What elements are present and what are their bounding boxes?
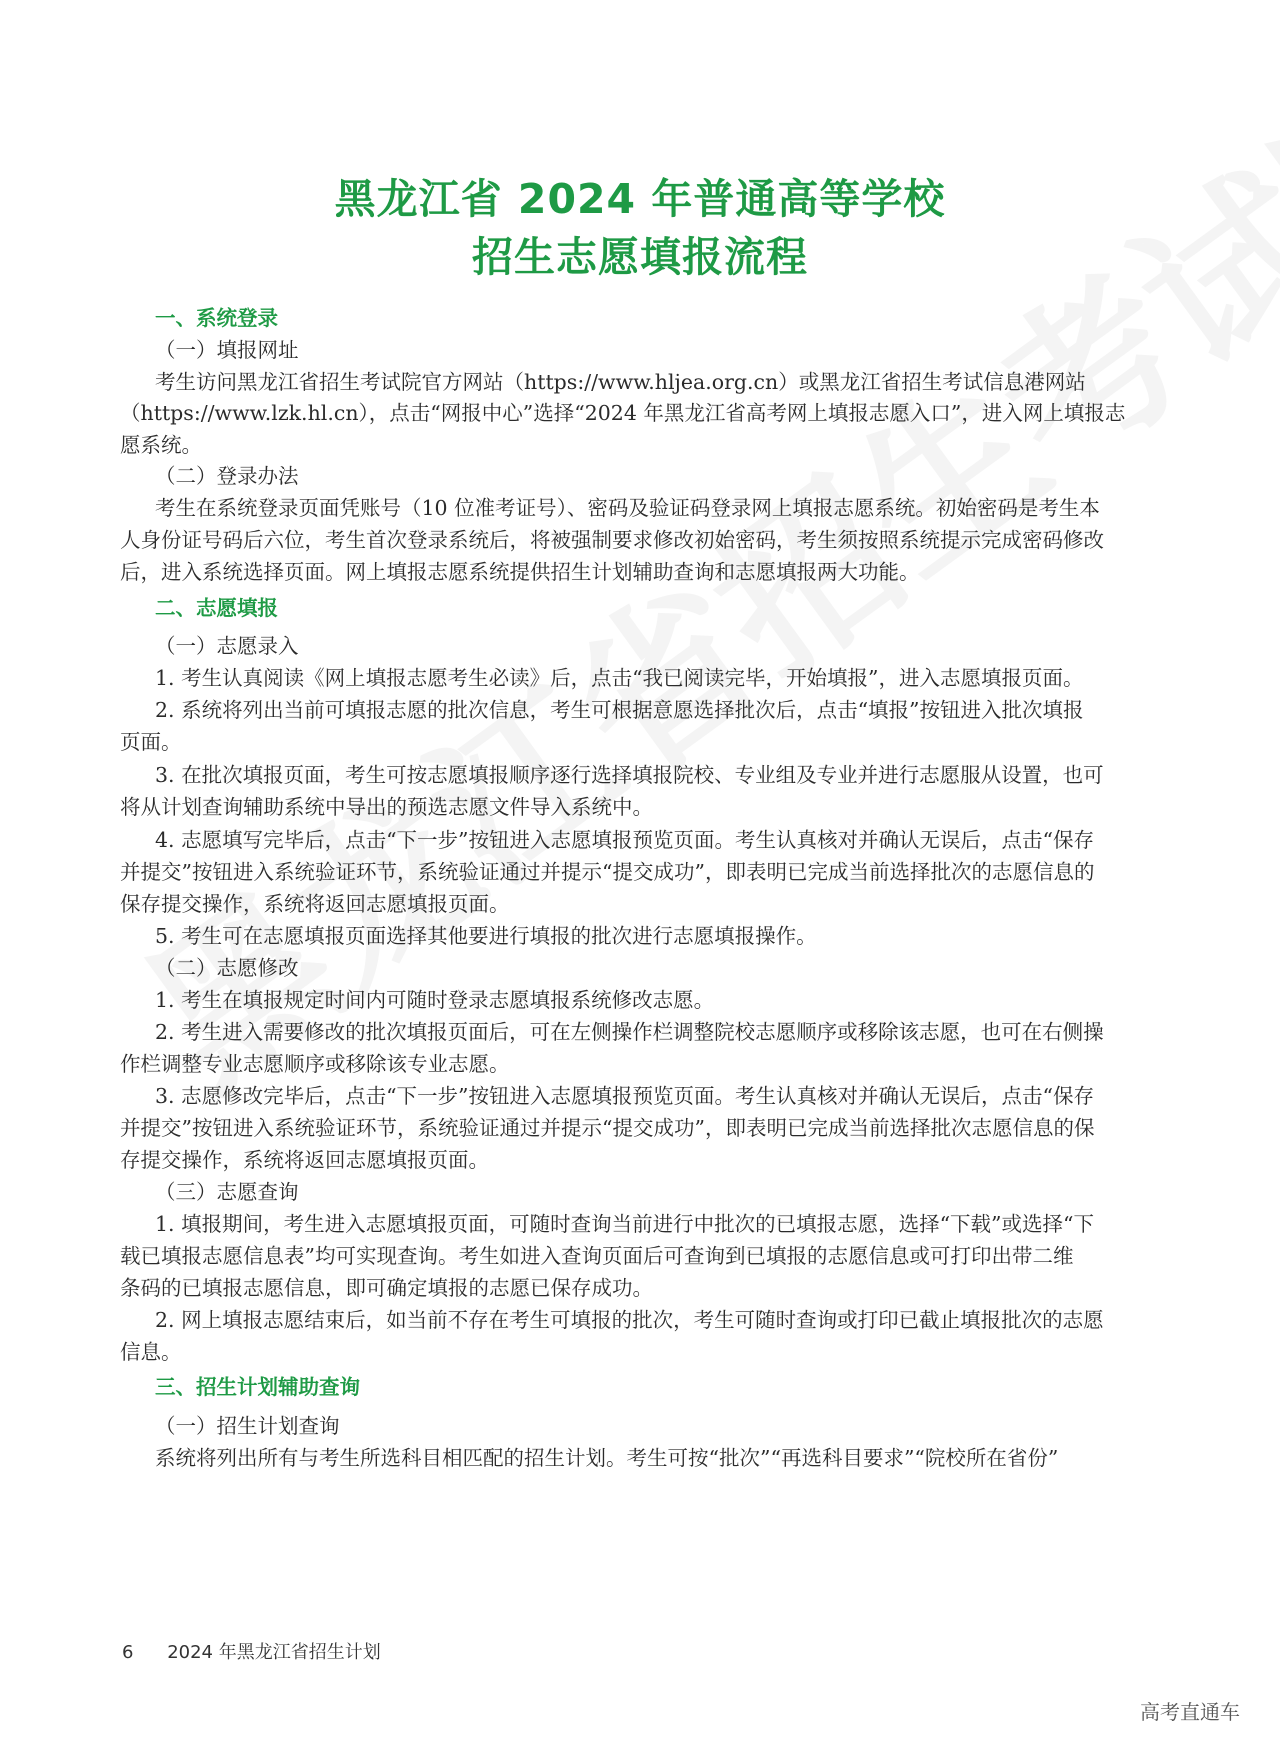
- paragraph-line: 2. 考生进入需要修改的批次填报页面后，可在左侧操作栏调整院校志愿顺序或移除该志愿，也可在右侧操: [155, 1020, 1104, 1044]
- paragraph-line: 并提交”按钮进入系统验证环节，系统验证通过并提示“提交成功”，即表明已完成当前选择批次的志愿信息的: [120, 860, 1095, 884]
- paragraph-line: 3. 志愿修改完毕后，点击“下一步”按钮进入志愿填报预览页面。考生认真核对并确认无误后，点击“保存: [155, 1084, 1095, 1108]
- paragraph-line: （https://www.lzk.hl.cn），点击“网报中心”选择“2024 年黑龙江省高考网上填报志愿入口”，进入网上填报志: [120, 401, 1126, 425]
- paragraph-line: 4. 志愿填写完毕后，点击“下一步”按钮进入志愿填报预览页面。考生认真核对并确认无误后，点击“保存: [155, 828, 1095, 852]
- paragraph-line: 将从计划查询辅助系统中导出的预选志愿文件导入系统中。: [120, 795, 653, 819]
- paragraph-line: 1. 考生在填报规定时间内可随时登录志愿填报系统修改志愿。: [155, 988, 715, 1012]
- paragraph-line: 载已填报志愿信息表”均可实现查询。考生如进入查询页面后可查询到已填报的志愿信息或可打印出带二维: [120, 1244, 1074, 1268]
- paragraph-line: 信息。: [120, 1340, 182, 1364]
- paragraph-line: 2. 网上填报志愿结束后，如当前不存在考生可填报的批次，考生可随时查询或打印已截止填报批次的志愿: [155, 1308, 1104, 1332]
- section-heading: 二、志愿填报: [155, 596, 278, 620]
- paragraph-line: 存提交操作，系统将返回志愿填报页面。: [120, 1148, 489, 1172]
- subsection-heading: （一）填报网址: [155, 338, 299, 362]
- section-heading: 一、系统登录: [155, 306, 278, 330]
- paragraph-line: 愿系统。: [120, 433, 202, 457]
- paragraph-line: 人身份证号码后六位，考生首次登录系统后，将被强制要求修改初始密码，考生须按照系统提示完成密码修改: [120, 528, 1104, 552]
- paragraph-line: 保存提交操作，系统将返回志愿填报页面。: [120, 892, 510, 916]
- corner-mark: 高考直通车: [1140, 1700, 1240, 1724]
- paragraph-line: 后，进入系统选择页面。网上填报志愿系统提供招生计划辅助查询和志愿填报两大功能。: [120, 560, 920, 584]
- subsection-heading: （三）志愿查询: [155, 1180, 299, 1204]
- page-number: 6: [122, 1642, 134, 1663]
- paragraph-line: 2. 系统将列出当前可填报志愿的批次信息，考生可根据意愿选择批次后，点击“填报”按钮进入批次填报: [155, 698, 1084, 722]
- section-heading: 三、招生计划辅助查询: [155, 1375, 360, 1399]
- paragraph-line: 并提交”按钮进入系统验证环节，系统验证通过并提示“提交成功”，即表明已完成当前选择批次志愿信息的保: [120, 1116, 1095, 1140]
- paragraph-line: 5. 考生可在志愿填报页面选择其他要进行填报的批次进行志愿填报操作。: [155, 924, 817, 948]
- paragraph-line: 1. 填报期间，考生进入志愿填报页面，可随时查询当前进行中批次的已填报志愿，选择“下载”或选择“下: [155, 1212, 1095, 1236]
- paragraph-line: 系统将列出所有与考生所选科目相匹配的招生计划。考生可按“批次”“再选科目要求”“院校所在省份”: [155, 1446, 1059, 1470]
- subsection-heading: （二）志愿修改: [155, 956, 299, 980]
- subsection-heading: （二）登录办法: [155, 464, 299, 488]
- paragraph-line: 3. 在批次填报页面，考生可按志愿填报顺序逐行选择填报院校、专业组及专业并进行志愿服从设置，也可: [155, 763, 1104, 787]
- page-footer: [122, 1638, 381, 1664]
- footer-title: 2024 年黑龙江省招生计划: [167, 1642, 381, 1663]
- page-title-line-1: 黑龙江省 2024 年普通高等学校: [334, 175, 946, 223]
- paragraph-line: 条码的已填报志愿信息，即可确定填报的志愿已保存成功。: [120, 1276, 653, 1300]
- page-title-line-2: 招生志愿填报流程: [472, 233, 808, 281]
- paragraph-line: 页面。: [120, 730, 182, 754]
- paragraph-line: 作栏调整专业志愿顺序或移除该专业志愿。: [120, 1052, 510, 1076]
- paragraph-line: 考生在系统登录页面凭账号（10 位准考证号）、密码及验证码登录网上填报志愿系统。初始密码是考生本: [155, 496, 1100, 520]
- subsection-heading: （一）招生计划查询: [155, 1414, 340, 1438]
- paragraph-line: 1. 考生认真阅读《网上填报志愿考生必读》后，点击“我已阅读完毕，开始填报”，进入志愿填报页面。: [155, 666, 1084, 690]
- subsection-heading: （一）志愿录入: [155, 634, 299, 658]
- paragraph-line: 考生访问黑龙江省招生考试院官方网站（https://www.hljea.org.cn）或黑龙江省招生考试信息港网站: [155, 370, 1086, 394]
